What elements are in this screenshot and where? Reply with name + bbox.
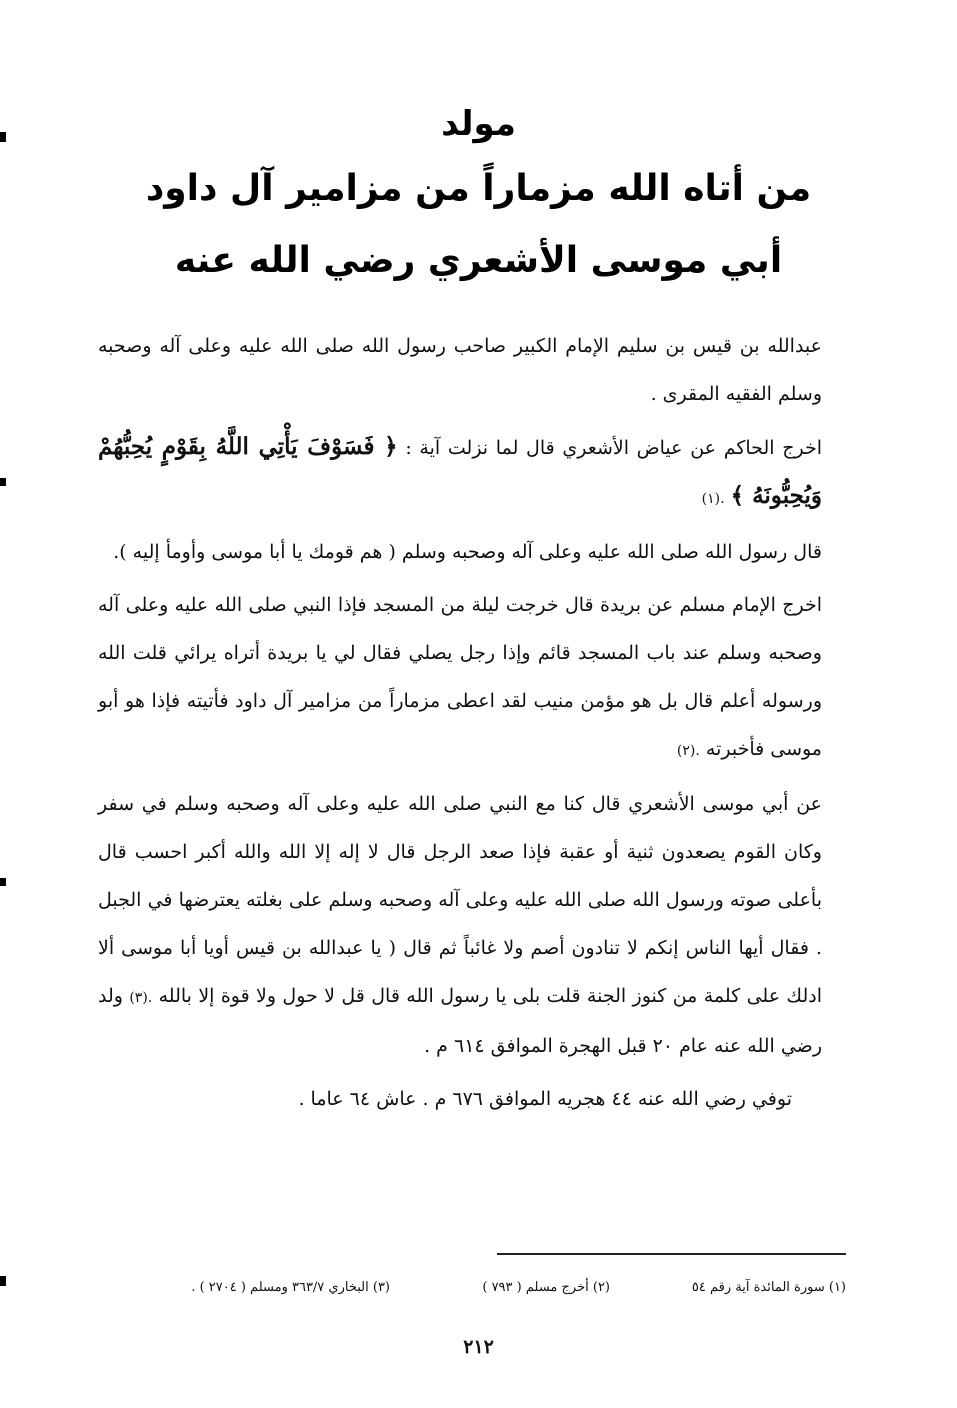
footnote-3: (٣) البخاري ٣٦٣/٧ ومسلم ( ٢٧٠٤ ) . — [191, 1280, 390, 1295]
footnote-ref: .(١) — [701, 491, 725, 507]
death-info: توفي رضي الله عنه ٤٤ هجريه الموافق ٦٧٦ م . عاش ٦٤ عاما . — [298, 1088, 792, 1110]
footnote-1: (١) سورة المائدة آية رقم ٥٤ — [691, 1280, 846, 1295]
quran-verse: ﴿ فَسَوْفَ يَأْتِي اللَّهُ بِقَوْمٍ يُحِبُّهُمْ وَيُحِبُّونَهُ ﴾ — [98, 433, 822, 509]
paragraph-muslim — [98, 581, 822, 775]
paragraph-intro: عبدالله بن قيس بن سليم الإمام الكبير صاحب رسول الله صلى الله عليه وعلى آله وصحبه وسلم الفقيه المقرى . — [98, 335, 822, 405]
body-text — [98, 322, 822, 1128]
paragraph-hadith-qawm: قال رسول الله صلى الله عليه وعلى آله وصحبه وسلم ( هم قومك يا أبا موسى وأومأ إليه ). — [113, 541, 822, 563]
scan-edge-mark — [0, 878, 6, 886]
paragraph-travel — [98, 780, 822, 1070]
chapter-subject-name: أبي موسى الأشعري رضي الله عنه — [174, 240, 783, 281]
chapter-heading: مولد — [441, 104, 516, 144]
page-number: ٢١٢ — [463, 1336, 494, 1358]
footnote-ref: .(٣) — [129, 990, 153, 1006]
scan-edge-mark — [0, 478, 6, 486]
footnote-divider — [497, 1253, 846, 1255]
scan-edge-mark — [0, 1276, 6, 1286]
footnote-2: (٢) أخرج مسلم ( ٧٩٣ ) — [482, 1280, 610, 1295]
paragraph-hakim — [98, 423, 822, 523]
paragraph-text: عن أبي موسى الأشعري قال كنا مع النبي صلى الله عليه وعلى آله وصحبه وسلم في سفر وكان القوم يصعدون ثنية أو عقبة فإذا صعد الرجل قال لا إله إلا الله والله أكبر احسب قال بأعلى صوته ورسول الله صلى الله عليه وعلى آله وصحبه وسلم على بغلته يعترضها في الجبل . فقال أيها الناس إنكم لا تنادون أصم ولا غائباً ثم قال ( يا عبدالله بن قيس أويا أبا موسى ألا ادلك على كلمة من كنوز الجنة قلت بلى يا رسول الله قال قل لا حول ولا قوة إلا بالله — [98, 793, 822, 1007]
birth-info: ولد رضي الله عنه عام ٢٠ قبل الهجرة الموافق ٦١٤ م . — [98, 985, 822, 1057]
footnote-ref: .(٢) — [676, 743, 700, 759]
chapter-subtitle: من أتاه الله مزماراً من مزامير آل داود — [145, 168, 812, 209]
footnotes — [110, 1280, 846, 1304]
paragraph-text: اخرج الإمام مسلم عن بريدة قال خرجت ليلة من المسجد فإذا النبي صلى الله عليه وعلى آله وصحبه وسلم عند باب المسجد قائم وإذا رجل يصلي فقال لي يا بريدة أتراه يرائي قلت الله ورسوله أعلم قال بل هو مؤمن منيب لقد اعطى مزماراً من مزامير آل داود فأتيته فإذا هو أبو موسى فأخبرته — [98, 594, 822, 760]
paragraph-text: اخرج الحاكم عن عياض الأشعري قال لما نزلت آية : — [405, 437, 822, 459]
